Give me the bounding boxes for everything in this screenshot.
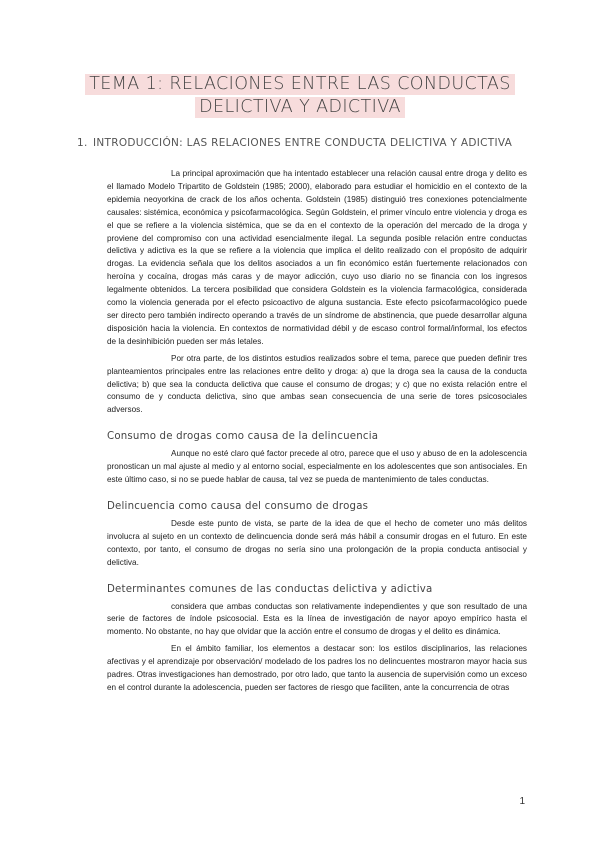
section-heading-text: INTRODUCCIÓN: LAS RELACIONES ENTRE CONDUCTA DELICTIVA Y ADICTIVA [93, 137, 513, 149]
intro-paragraph-1: La principal aproximación que ha intentado establecer una relación causal entre droga y delito es el llamado Modelo Tripartito de Goldstein (1985; 2000), elaborado para estudiar el homicidio en el contexto de la epidemia neoyorkina de crack de los años ochenta. Goldstein (1985) distinguió tres conexiones potencialmente causales: sistémica, económica y psicofarmacológica. Según Goldstein, el primer vínculo entre violencia y droga es el que se refiere a la violencia sistémica, que se da en el contexto de la operación del mercado de la droga y proviene del compromiso con una actividad esencialmente ilegal. La segunda posible relación entre conductas delictiva y adictiva es la que se refiere a la violencia que implica el delito realizado con el propósito de adquirir drogas. La evidencia señala que los delitos asociados a un fin económico están fuertemente relacionados con heroína y cocaína, drogas más caras y de mayor adicción, cuyo uso diario no se financia con los ingresos legalmente obtenidos. La tercera posibilidad que considera Goldstein es la violencia farmacológica, considerada como la violencia generada por el efecto psicoactivo de alguna sustancia. Este efecto psicofarmacológico puede ser directo pero también indirecto operando a través de un síndrome de abstinencia, que puede desarrollar alguna disposición hacia la violencia. En contextos de normatividad débil y de escaso control formal/informal, los efectos de la desinhibición pueden ser más letales. [107, 169, 527, 346]
subsection-3-paragraph-1: considera que ambas conductas son relativamente independientes y que son resultado de una serie de factores de índole psicosocial. Esta es la línea de investigación de nayor apoyo empírico hasta el momento. No obstante, no hay que olvidar que la acción entre el consumo de drogas y el delito es dinámica. [107, 601, 527, 637]
section-heading [77, 136, 535, 150]
subsection-heading-3: Determinantes comunes de las conductas delictiva y adictiva [107, 583, 433, 595]
subsection-heading-2: Delincuencia como causa del consumo de drogas [107, 500, 369, 512]
document-body [107, 168, 527, 695]
title-line-1: TEMA 1: RELACIONES ENTRE LAS CONDUCTAS [85, 74, 515, 95]
subsection-2-paragraph-1: Desde este punto de vista, se parte de la idea de que el hecho de cometer uno más delitos involucra al sujeto en un contexto de delincuencia donde será más hábil a consumir drogas en el futuro. En este contexto, por tanto, el consumo de drogas no sería sino una prolongación de la propia conducta antisocial y delictiva. [107, 518, 527, 567]
document-title [0, 74, 600, 120]
title-line-2: DELICTIVA Y ADICTIVA [195, 97, 405, 118]
subsection-1-paragraph-1: Aunque no esté claro qué factor precede al otro, parece que el uso y abuso de en la adolescencia pronostican un mal ajuste al medio y al entorno social, especialmente en los adolescentes que son antisociales. En este último caso, si no se puede hablar de causa, tal vez se pueda de mantenimiento de tales conductas. [107, 449, 527, 485]
section-number: 1. [77, 137, 88, 149]
intro-paragraph-2: Por otra parte, de los distintos estudios realizados sobre el tema, parece que pueden definir tres planteamientos principales entre las relaciones entre delito y droga: a) que la droga sea la causa de la conducta delictiva; b) que sea la conducta delictiva que cause el consumo de drogas; y c) que no exista relación entre el consumo de y conducta delictiva, sino que ambas sean consecuencia de una serie de tores psicosociales adversos. [107, 353, 527, 415]
page-number: 1 [519, 796, 525, 807]
subsection-heading-1: Consumo de drogas como causa de la delincuencia [107, 431, 379, 443]
subsection-3-paragraph-2: En el ámbito familiar, los elementos a destacar son: los estilos disciplinarios, las relaciones afectivas y el aprendizaje por observación/ modelado de los padres los no delincuentes mostraron mayor hacia sus padres. Otras investigaciones han demostrado, por otro lado, que tanto la ausencia de supervisión como un exceso en el control durante la adolescencia, pueden ser factores de riesgo que faciliten, ante la concurrencia de otras [107, 644, 527, 692]
